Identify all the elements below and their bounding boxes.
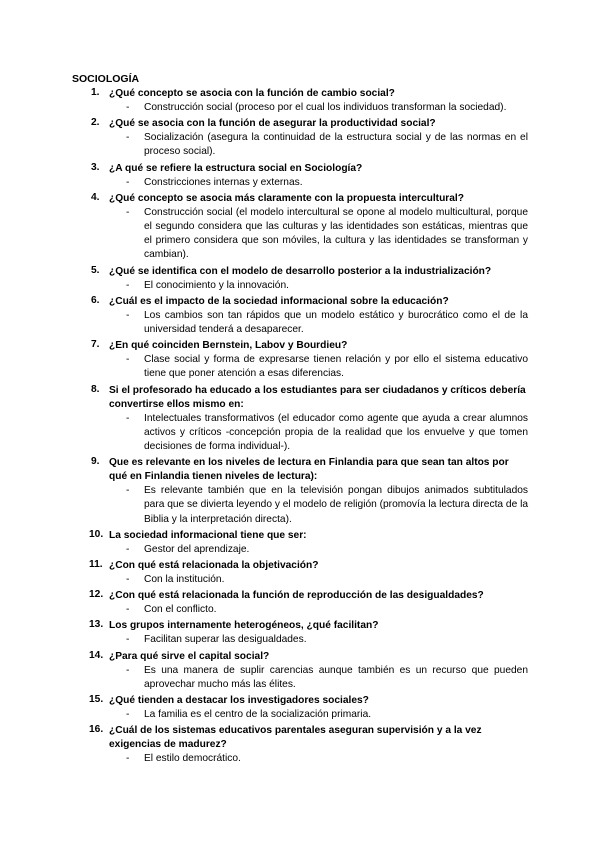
answer-text: Clase social y forma de expresarse tienen relación y por ello el sistema educativo tiene que poner atención a esas diferencias.	[144, 354, 528, 380]
question-number: 6.	[91, 294, 100, 306]
answer-text: Con la institución.	[144, 574, 225, 586]
question-text: ¿Cuál de los sistemas educativos parentales aseguran supervisión y a la vez exigencias de madurez?	[109, 725, 482, 751]
question-number: 4.	[91, 191, 100, 203]
answer-text: La familia es el centro de la socialización primaria.	[144, 709, 372, 721]
question-text: La sociedad informacional tiene que ser:	[109, 529, 307, 541]
answer: - Los cambios son tan rápidos que un modelo estático y burocrático como el de la universidad tenderá a desaparecer.	[126, 309, 528, 336]
question-text: ¿Con qué está relacionada la función de reproducción de las desigualdades?	[109, 590, 484, 602]
question-number: 3.	[91, 161, 100, 173]
answer-text: Es relevante también que en la televisión pongan dibujos animados subtitulados para que se divierta leyendo y el modelo de religión (promovía la lectura directa de la Biblia y la interpretación directa).	[144, 485, 528, 525]
question-item	[72, 724, 528, 766]
question-list	[72, 87, 528, 766]
answer-text: Socialización (asegura la continuidad de la estructura social y de las normas en el proceso social).	[144, 132, 528, 158]
question-number: 5.	[91, 264, 100, 276]
question-text: Si el profesorado ha educado a los estudiantes para ser ciudadanos y críticos debería convertirse ellos mismo en:	[109, 384, 526, 410]
question-text: ¿En qué coinciden Bernstein, Labov y Bourdieu?	[109, 340, 348, 352]
question-item	[72, 162, 528, 190]
question-item	[72, 694, 528, 722]
question-item	[72, 559, 528, 587]
question-item	[72, 87, 528, 115]
answer: - Constricciones internas y externas.	[126, 176, 303, 188]
question-number: 1.	[91, 87, 100, 98]
answer-text: Constricciones internas y externas.	[144, 176, 303, 188]
answer: - El conocimiento y la innovación.	[126, 279, 289, 291]
question-item	[72, 456, 528, 527]
question-number: 14.	[89, 649, 104, 661]
answer: - Es una manera de suplir carencias aunque también es un recurso que pueden aprovechar mucho más las élites.	[126, 664, 528, 690]
answer-text: Con el conflicto.	[144, 604, 217, 616]
answer-text: Intelectuales transformativos (el educador como agente que ayuda a crear alumnos activos y críticos -concepción propia de la realidad que los envuelve y que tomen decisiones de forma individual-).	[144, 412, 528, 453]
question-number: 10.	[89, 528, 104, 540]
question-text: ¿Qué concepto se asocia más claramente con la propuesta intercultural?	[109, 192, 464, 204]
question-number: 9.	[91, 456, 100, 468]
answer-text: Facilitan superar las desigualdades.	[144, 634, 307, 646]
question-text: ¿Qué se identifica con el modelo de desarrollo posterior a la industrialización?	[109, 265, 492, 277]
answer: - Con el conflicto.	[126, 604, 217, 616]
answer: - Clase social y forma de expresarse tienen relación y por ello el sistema educativo tiene que poner atención a esas diferencias.	[126, 354, 528, 380]
answer: - Intelectuales transformativos (el educador como agente que ayuda a crear alumnos activos y críticos -concepción propia de la realidad que los envuelve y que tomen decisiones de forma individual-).	[126, 412, 528, 453]
answer-text: Es una manera de suplir carencias aunque también es un recurso que pueden aprovechar mucho más las élites.	[144, 664, 528, 690]
question-text: ¿Con qué está relacionada la objetivación?	[109, 560, 319, 572]
answer: - Construcción social (el modelo intercultural se opone al modelo multicultural, porque el segundo considera que las culturas y las identidades son estáticas, mientras que el primero considera que son móviles, la cultura y las identidades se transforman y cambian).	[126, 206, 528, 261]
question-item	[72, 619, 528, 647]
answer-text: Construcción social (el modelo intercultural se opone al modelo multicultural, porque el segundo considera que las culturas y las identidades son estáticas, mientras que el primero considera que son móviles, la cultura y las identidades se transforman y cambian).	[144, 206, 528, 261]
question-number: 11.	[89, 559, 103, 571]
answer-text: Construcción social (proceso por el cual los individuos transforman la sociedad).	[144, 102, 507, 113]
answer: - Con la institución.	[126, 574, 225, 586]
question-number: 13.	[89, 619, 104, 631]
question-number: 8.	[91, 383, 100, 395]
question-item	[72, 265, 528, 293]
question-text: ¿Qué tienden a destacar los investigadores sociales?	[109, 695, 369, 707]
answer: - La familia es el centro de la socialización primaria.	[126, 709, 372, 721]
question-item	[72, 339, 528, 381]
question-text: Los grupos internamente heterogéneos, ¿qué facilitan?	[109, 620, 379, 632]
question-item	[72, 589, 528, 617]
question-text: ¿Qué concepto se asocia con la función de cambio social?	[109, 88, 395, 99]
answer-text: El estilo democrático.	[144, 753, 241, 765]
question-text: ¿Qué se asocia con la función de asegurar la productividad social?	[109, 118, 436, 130]
question-item	[72, 650, 528, 692]
question-number: 12.	[89, 589, 104, 601]
question-text: Que es relevante en los niveles de lectura en Finlandia para que sean tan altos por qué en Finlandia tienen niveles de lectura):	[109, 457, 509, 483]
question-item	[72, 192, 528, 263]
page-title: SOCIOLOGÍA	[72, 73, 140, 85]
answer: - Facilitan superar las desigualdades.	[126, 634, 307, 646]
question-item	[72, 295, 528, 337]
answer-text: Gestor del aprendizaje.	[144, 543, 250, 555]
answer-text: El conocimiento y la innovación.	[144, 279, 289, 291]
question-text: ¿A qué se refiere la estructura social en Sociología?	[109, 162, 363, 174]
question-number: 16.	[89, 724, 104, 736]
answer: - Es relevante también que en la televisión pongan dibujos animados subtitulados para que se divierta leyendo y el modelo de religión (promovía la lectura directa de la Biblia y la interpretación directa).	[126, 485, 528, 525]
question-text: ¿Para qué sirve el capital social?	[109, 650, 270, 662]
answer: - Construcción social (proceso por el cual los individuos transforman la sociedad).	[126, 102, 507, 113]
answer: - Socialización (asegura la continuidad de la estructura social y de las normas en el proceso social).	[126, 132, 528, 158]
question-item	[72, 529, 528, 557]
question-item	[72, 117, 528, 159]
question-item	[72, 384, 528, 455]
question-number: 7.	[91, 339, 100, 351]
answer: - Gestor del aprendizaje.	[126, 543, 250, 555]
answer: - El estilo democrático.	[126, 753, 241, 765]
question-text: ¿Cuál es el impacto de la sociedad informacional sobre la educación?	[109, 295, 449, 307]
answer-text: Los cambios son tan rápidos que un modelo estático y burocrático como el de la universidad tenderá a desaparecer.	[144, 309, 528, 336]
question-number: 2.	[91, 117, 100, 129]
question-number: 15.	[89, 694, 104, 706]
